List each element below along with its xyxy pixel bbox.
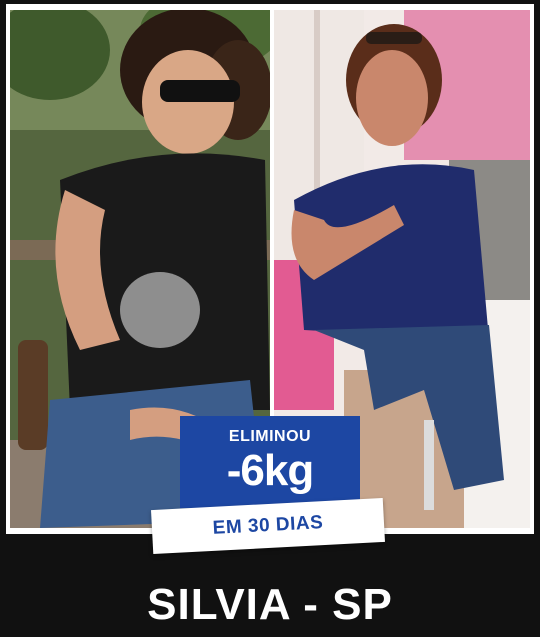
duration-ribbon: EM 30 DIAS (151, 498, 385, 554)
badge-label: ELIMINOU (228, 428, 312, 445)
weight-loss-badge (180, 416, 360, 508)
weight-loss-value: -6kg (226, 446, 314, 495)
person-name-location: SILVIA - SP (147, 580, 393, 629)
